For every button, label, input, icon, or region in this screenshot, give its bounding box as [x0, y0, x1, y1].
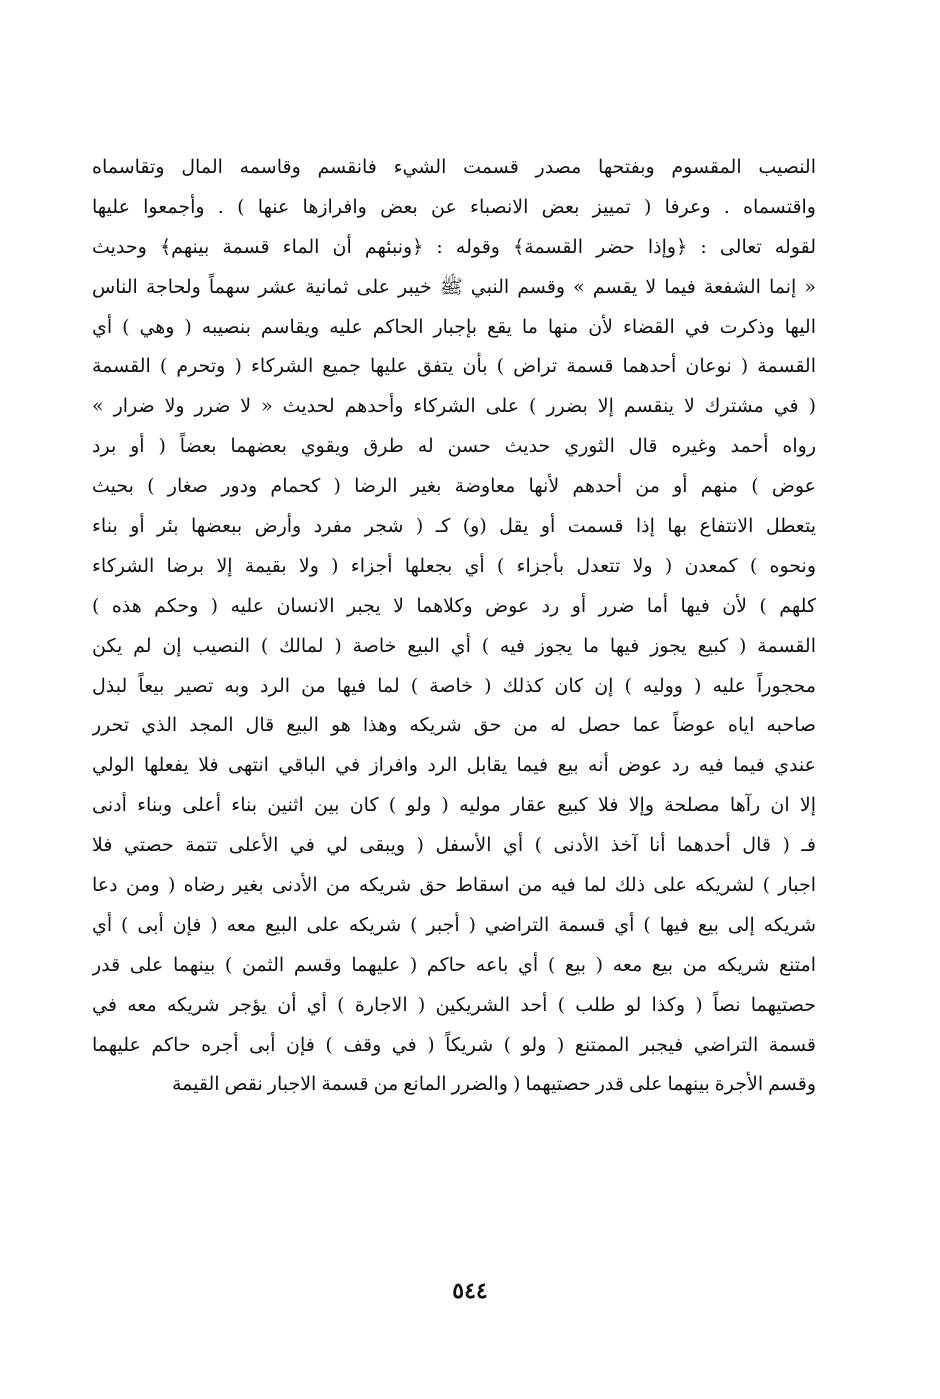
- page-number: ٥٤٤: [452, 1278, 488, 1304]
- text-line: القسمة ( كبيع يجوز فيها ما يجوز فيه ) أي البيع خاصة ( لمالك ) النصيب إن لم يكن: [92, 634, 816, 657]
- text-line: اليها وذكرت في القضاء لأن منها ما يقع بإجبار الحاكم عليه ويقاسم بنصيبه ( وهي ) أي: [92, 315, 816, 338]
- text-line: وقسم الأجرة بينهما على قدر حصتيهما ( والضرر المانع من قسمة الاجبار نقص القيمة: [171, 1073, 816, 1096]
- text-line: صاحبه اياه عوضاً عما حصل له من حق شريكه وهذا هو البيع قال المجد الذي تحرر: [92, 714, 816, 737]
- text-line: محجوراً عليه ( ووليه ) إن كان كذلك ( خاصة ) لما فيها من الرد وبه تصير بيعاً لبذل: [92, 674, 816, 697]
- text-line: فـ ( قال أحدهما أنا آخذ الأدنى ) أي الأسفل ( ويبقى لي في الأعلى تتمة حصتي فلا: [92, 834, 816, 857]
- text-line: حصتيهما نصاً ( وكذا لو طلب ) أحد الشريكين ( الاجارة ) أي أن يؤجر شريكه معه في: [92, 993, 816, 1016]
- body-text: [92, 148, 816, 1105]
- text-line: قسمة التراضي فيجبر الممتنع ( ولو ) شريكاً ( في وقف ) فإن أبى أجره حاكم عليهما: [92, 1033, 816, 1056]
- text-line: ونحوه ) كمعدن ( ولا تتعدل بأجزاء ) أي بجعلها أجزاء ( ولا بقيمة إلا برضا الشركاء: [92, 554, 816, 577]
- text-line: إلا ان رآها مصلحة وإلا فلا كبيع عقار موليه ( ولو ) كان بين اثنين بناء أعلى وبناء أدنى: [92, 794, 816, 817]
- text-line: شريكه إلى بيع فيها ) أي قسمة التراضي ( أجبر ) شريكه على البيع معه ( فإن أبى ) أي: [92, 913, 816, 936]
- text-line: عوض ) منهم أو من أحدهم لأنها معاوضة بغير الرضا ( كحمام ودور صغار ) بحيث: [92, 475, 816, 498]
- text-line: رواه أحمد وغيره قال الثوري حديث حسن له طرق ويقوي بعضهما بعضاً ( أو برد: [92, 435, 816, 458]
- text-line: واقتسماه . وعرفا ( تمييز بعض الانصباء عن بعض وافرازها عنها ) . وأجمعوا عليها: [92, 195, 816, 218]
- text-line: لقوله تعالى : ﴿وإذا حضر القسمة﴾ وقوله : ﴿ونبئهم أن الماء قسمة بينهم﴾ وحديث: [92, 235, 816, 258]
- text-line: ( في مشترك لا ينقسم إلا بضرر ) على الشركاء وأحدهم لحديث « لا ضرر ولا ضرار »: [92, 395, 816, 418]
- text-line: « إنما الشفعة فيما لا يقسم » وقسم النبي ﷺ خيبر على ثمانية عشر سهماً ولحاجة الناس: [92, 275, 816, 298]
- text-line: النصيب المقسوم وبفتحها مصدر قسمت الشيء فانقسم وقاسمه المال وتقاسماه: [92, 156, 816, 178]
- text-line: القسمة ( نوعان أحدهما قسمة تراض ) بأن يتفق عليها جميع الشركاء ( وتحرم ) القسمة: [92, 355, 816, 378]
- text-line: اجبار ) لشريكه على ذلك لما فيه من اسقاط حق شريكه من الأدنى بغير رضاه ( ومن دعا: [92, 874, 816, 897]
- text-line: امتنع شريكه من بيع معه ( بيع ) أي باعه حاكم ( عليهما وقسم الثمن ) بينهما على قدر: [92, 953, 816, 976]
- text-line: كلهم ) لأن فيها أما ضرر أو رد عوض وكلاهما لا يجبر الانسان عليه ( وحكم هذه ): [92, 594, 816, 617]
- text-line: يتعطل الانتفاع بها إذا قسمت أو يقل (و) كـ ( شجر مفرد وأرض ببعضها بئر أو بناء: [92, 515, 816, 538]
- text-line: عندي فيما فيه رد عوض أنه بيع فيما يقابل الرد وافراز في الباقي انتهى فلا يفعلها الولي: [92, 754, 816, 777]
